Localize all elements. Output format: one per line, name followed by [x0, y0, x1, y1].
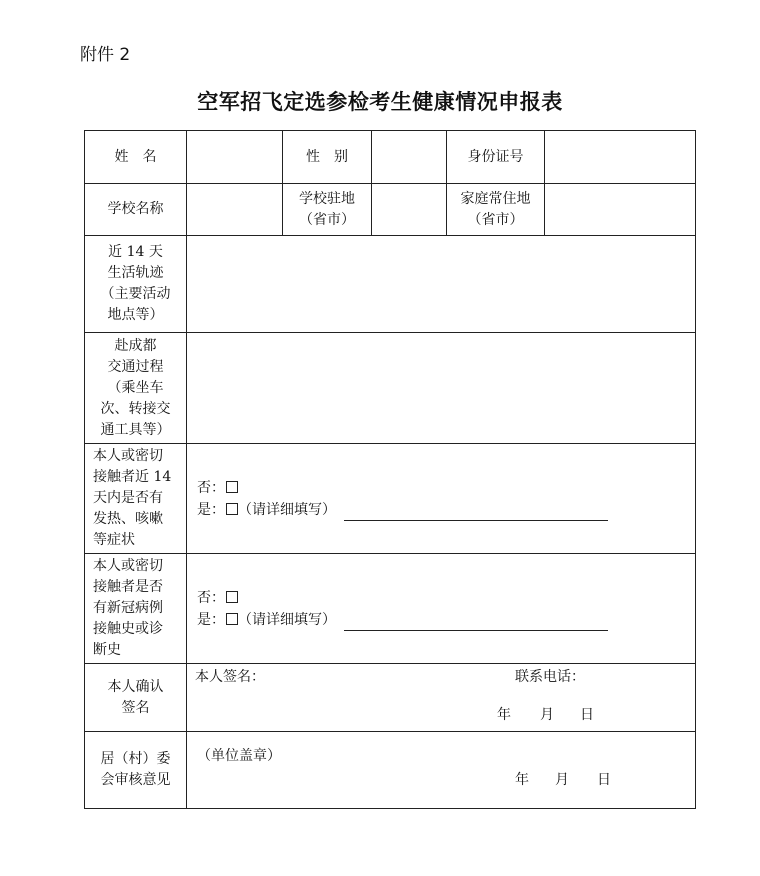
committee-label-line2: 会审核意见	[100, 772, 171, 788]
contact-yes-checkbox[interactable]	[226, 613, 238, 625]
home-location-label	[447, 184, 545, 236]
home-location-line1: 家庭常住地	[460, 190, 531, 207]
transport-label	[85, 333, 187, 444]
fever-answer	[187, 444, 696, 554]
contact-label-line4: 接触史或诊	[93, 621, 163, 637]
committee-month: 月	[555, 772, 569, 788]
contact-no-option	[197, 587, 695, 609]
committee-year: 年	[515, 772, 529, 788]
contact-no-label: 否：	[197, 589, 225, 606]
fever-yes-checkbox[interactable]	[226, 503, 238, 515]
transport-label-line1: 赴成都	[114, 337, 157, 354]
fever-label-line1: 本人或密切	[93, 448, 163, 464]
confirm-day: 日	[580, 707, 594, 723]
contact-detail-line[interactable]	[344, 616, 608, 631]
fever-label-line2: 接触者近 14	[93, 469, 172, 485]
fever-no-checkbox[interactable]	[226, 481, 238, 493]
school-name-label: 学校名称	[85, 184, 187, 236]
contact-answer	[187, 554, 696, 664]
school-location-line1: 学校驻地	[299, 190, 355, 207]
contact-yes-option	[197, 609, 695, 631]
contact-label-line2: 接触者是否	[93, 579, 163, 595]
track-field[interactable]	[187, 236, 696, 333]
fever-detail-line[interactable]	[344, 506, 608, 521]
committee-area	[187, 732, 696, 809]
phone-label: 联系电话：	[515, 669, 585, 685]
school-location-field[interactable]	[372, 184, 447, 236]
fever-no-option	[197, 477, 695, 499]
health-declaration-table	[84, 130, 696, 809]
committee-label-line1: 居（村）委	[100, 751, 171, 767]
transport-label-line2: 交通过程	[107, 358, 164, 375]
contact-yes-label: 是：	[197, 611, 225, 628]
fever-label-line5: 等症状	[93, 532, 135, 548]
track-label-line3: （主要活动	[100, 286, 171, 302]
track-label-line2: 生活轨迹	[107, 265, 164, 281]
committee-label	[85, 732, 187, 809]
track-label-line4: 地点等）	[107, 307, 164, 323]
fever-yes-option	[197, 499, 695, 521]
contact-label-line3: 有新冠病例	[93, 600, 163, 616]
school-name-field[interactable]	[187, 184, 283, 236]
form-title: 空军招飞定选参检考生健康情况申报表	[197, 90, 563, 114]
track-label	[85, 236, 187, 333]
home-location-field[interactable]	[545, 184, 696, 236]
school-location-line2: （省市）	[299, 211, 355, 228]
transport-label-line5: 通工具等）	[100, 421, 171, 438]
id-number-label: 身份证号	[447, 131, 545, 184]
track-label-line1: 近 14 天	[108, 244, 163, 260]
fever-yes-label: 是：	[197, 501, 225, 518]
id-number-field[interactable]	[545, 131, 696, 184]
confirm-label-line2: 签名	[121, 699, 150, 716]
fever-label-line4: 发热、咳嗽	[93, 511, 163, 527]
contact-label-line1: 本人或密切	[93, 558, 163, 574]
confirm-month: 月	[540, 707, 554, 723]
contact-label	[85, 554, 187, 664]
name-label: 姓 名	[85, 131, 187, 184]
gender-label: 性 别	[283, 131, 372, 184]
fever-no-label: 否：	[197, 479, 225, 496]
signature-label: 本人签名：	[195, 669, 265, 685]
contact-label-line5: 断史	[93, 642, 121, 658]
home-location-line2: （省市）	[467, 211, 524, 228]
confirm-label-line1: 本人确认	[107, 678, 164, 695]
gender-field[interactable]	[372, 131, 447, 184]
contact-no-checkbox[interactable]	[226, 591, 238, 603]
school-location-label	[283, 184, 372, 236]
stamp-label: （单位盖章）	[197, 748, 281, 764]
attachment-label: 附件 2	[80, 45, 131, 65]
name-field[interactable]	[187, 131, 283, 184]
contact-yes-hint: （请详细填写）	[238, 611, 336, 628]
confirm-year: 年	[497, 707, 511, 723]
transport-field[interactable]	[187, 333, 696, 444]
committee-day: 日	[597, 772, 611, 788]
fever-label	[85, 444, 187, 554]
transport-label-line4: 次、转接交	[100, 400, 171, 417]
confirm-label	[85, 664, 187, 732]
transport-label-line3: （乘坐车	[107, 379, 164, 396]
fever-yes-hint: （请详细填写）	[238, 501, 336, 518]
fever-label-line3: 天内是否有	[93, 490, 163, 506]
confirm-area	[187, 664, 696, 732]
